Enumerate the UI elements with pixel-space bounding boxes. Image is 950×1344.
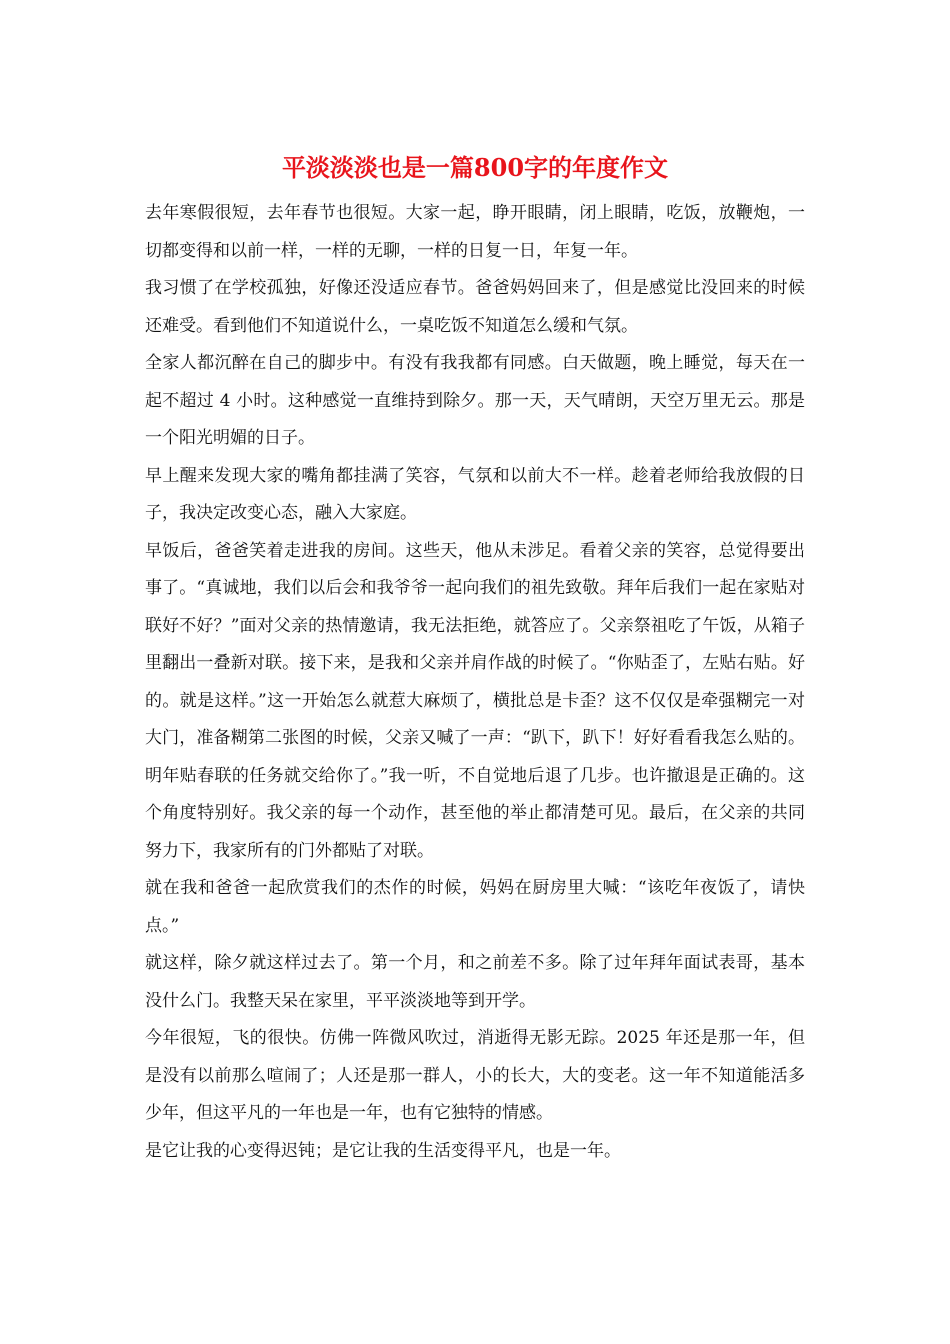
document-title: 平淡淡淡也是一篇800字的年度作文 <box>281 153 669 182</box>
document-body <box>145 195 805 1170</box>
body-paragraph-2: 我习惯了在学校孤独，好像还没适应春节。爸爸妈妈回来了，但是感觉比没回来的时候还难受。看到他们不知道说什么，一桌吃饭不知道怎么缓和气氛。 <box>145 278 805 336</box>
body-paragraph-8: 今年很短，飞的很快。仿佛一阵微风吹过，消逝得无影无踪。2025 年还是那一年，但是没有以前那么喧闹了；人还是那一群人，小的长大，大的变老。这一年不知道能活多少年，但这平凡的一年也是一年，也有它独特的情感。 <box>145 1028 805 1123</box>
body-paragraph-4: 早上醒来发现大家的嘴角都挂满了笑容，气氛和以前大不一样。趁着老师给我放假的日子，我决定改变心态，融入大家庭。 <box>145 465 805 523</box>
body-paragraph-6: 就在我和爸爸一起欣赏我们的杰作的时候，妈妈在厨房里大喊：“该吃年夜饭了，请快点。” <box>145 878 805 936</box>
body-paragraph-3: 全家人都沉醉在自己的脚步中。有没有我我都有同感。白天做题，晚上睡觉，每天在一起不超过 4 小时。这种感觉一直维持到除夕。那一天，天气晴朗，天空万里无云。那是一个阳光明媚的日子。 <box>145 353 805 448</box>
body-paragraph-5: 早饭后，爸爸笑着走进我的房间。这些天，他从未涉足。看着父亲的笑容，总觉得要出事了。“真诚地，我们以后会和我爷爷一起向我们的祖先致敬。拜年后我们一起在家贴对联好不好？”面对父亲的热情邀请，我无法拒绝，就答应了。父亲祭祖吃了午饭，从箱子里翻出一叠新对联。接下来，是我和父亲并肩作战的时候了。“你贴歪了，左贴右贴。好的。就是这样。”这一开始怎么就惹大麻烦了，横批总是卡歪？这不仅仅是牵强糊完一对大门，准备糊第二张图的时候，父亲又喊了一声：“趴下，趴下！好好看看我怎么贴的。明年贴春联的任务就交给你了。”我一听，不自觉地后退了几步。也许撤退是正确的。这个角度特别好。我父亲的每一个动作，甚至他的举止都清楚可见。最后，在父亲的共同努力下，我家所有的门外都贴了对联。 <box>145 540 805 861</box>
body-paragraph-7: 就这样，除夕就这样过去了。第一个月，和之前差不多。除了过年拜年面试表哥，基本没什么门。我整天呆在家里，平平淡淡地等到开学。 <box>145 953 805 1011</box>
body-paragraph-9: 是它让我的心变得迟钝；是它让我的生活变得平凡，也是一年。 <box>145 1140 621 1161</box>
body-paragraph-1: 去年寒假很短，去年春节也很短。大家一起，睁开眼睛，闭上眼睛，吃饭，放鞭炮，一切都变得和以前一样，一样的无聊，一样的日复一日，年复一年。 <box>145 203 805 261</box>
